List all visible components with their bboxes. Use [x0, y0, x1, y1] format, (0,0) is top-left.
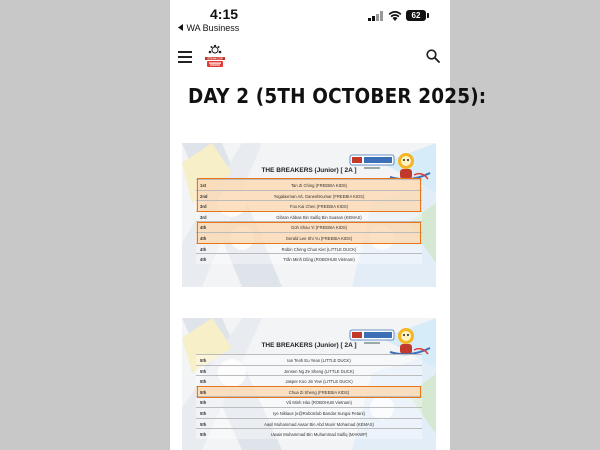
participant-name: Ian Teoh Eu Yean (LITTLE DUCK)	[287, 358, 351, 363]
back-app-label: WA Business	[186, 22, 240, 33]
participant-name: Goh Shau Yi (FREEBIA KIDS)	[290, 225, 348, 231]
table-row	[196, 386, 422, 397]
participant-name: Aasil Muhammad Aasar Bin Abd Munir Mohamad (KEMAS)	[264, 421, 374, 427]
status-time: 4:15	[210, 6, 239, 22]
wifi-icon	[388, 9, 402, 21]
status-bar	[170, 0, 450, 34]
table-row	[196, 354, 422, 365]
participant-name: Jensen Ng Ze Sheng (LITTLE DUCK)	[283, 368, 355, 374]
svg-text:STEAM CUP: STEAM CUP	[207, 57, 223, 61]
table-row	[196, 375, 422, 386]
position-label: 1st	[200, 183, 207, 188]
battery-icon: 62	[406, 10, 426, 21]
table-row	[196, 190, 422, 201]
position-label: 5th	[200, 358, 207, 363]
chevron-left-icon	[178, 23, 184, 33]
participant-name: Tan Zi Ching (FREEBIA KIDS)	[290, 183, 348, 188]
battery-tip	[427, 13, 429, 18]
results-card-2[interactable]	[182, 318, 436, 450]
position-label: 5th	[200, 379, 207, 385]
position-label: 5th	[200, 400, 207, 406]
menu-icon[interactable]	[178, 51, 192, 63]
table-row	[196, 200, 422, 211]
participant-name: Yogalaxman A/L GaneshKumar (FREEBIA KIDS)	[273, 193, 365, 199]
steam-cup-logo[interactable]	[200, 42, 230, 72]
table-row	[196, 396, 422, 407]
participant-name: Vũ Minh Hào (ROBOHUB Vietnam)	[286, 400, 352, 406]
position-label: 4th	[200, 246, 207, 252]
position-label: 2nd	[200, 193, 208, 199]
table-row	[196, 365, 422, 376]
position-label: 5th	[200, 421, 207, 427]
participant-name: Robin Cheng Chun Kiet (LITTLE DUCK)	[281, 246, 357, 252]
position-label: 4th	[200, 235, 207, 241]
results-card-1[interactable]	[182, 143, 436, 287]
table-row	[196, 243, 422, 254]
results-table	[196, 179, 422, 264]
back-to-app-link[interactable]	[178, 22, 239, 33]
position-label: 5th	[200, 432, 207, 438]
table-row	[196, 179, 422, 190]
table-row	[196, 407, 422, 418]
phone-screen	[170, 0, 487, 450]
table-row	[196, 211, 422, 222]
position-label: 5th	[200, 389, 207, 395]
card-title: THE BREAKERS (Junior) [ 2A ]	[261, 167, 357, 174]
table-row	[196, 253, 422, 264]
participant-name: Trần Minh Dũng (ROBOHUB Vietnam)	[283, 257, 355, 263]
position-label: 5th	[200, 368, 207, 374]
results-table	[196, 354, 422, 439]
card-title: THE BREAKERS (Junior) [ 2A ]	[261, 342, 357, 349]
table-row	[196, 221, 422, 232]
position-label: 4th	[200, 257, 207, 263]
signal-icon	[368, 11, 384, 21]
search-icon[interactable]	[426, 49, 440, 63]
participant-name: Gibran Abbas Bin Saifiq Bin Suasan (KEMAS)	[276, 214, 362, 220]
participant-name: Iye Niklaus (e@Robotclub Bandar Sungai Petani)	[273, 410, 365, 416]
position-label: 4th	[200, 225, 207, 231]
participant-name: Jasper Koo Jin Yew (LITTLE DUCK)	[285, 379, 353, 385]
page-heading: DAY 2 (5TH OCTOBER 2025):	[188, 84, 487, 108]
table-row	[196, 232, 422, 243]
participant-name: Foo Kai Chen (FREEBIA KIDS)	[289, 204, 349, 210]
position-label: 5th	[200, 410, 207, 416]
table-row	[196, 428, 422, 439]
position-label: 3rd	[200, 204, 207, 210]
participant-name: Chua Zi Sheng (FREEBIA KIDS)	[288, 389, 350, 395]
table-row	[196, 418, 422, 429]
participant-name: Gerald Lee Shi Yu (FREEBIA KIDS)	[285, 235, 353, 241]
participant-name: Uwais Muhammad Bin Muhammad Saifiq (MAKWP)	[270, 432, 368, 438]
position-label: 3rd	[200, 214, 207, 220]
